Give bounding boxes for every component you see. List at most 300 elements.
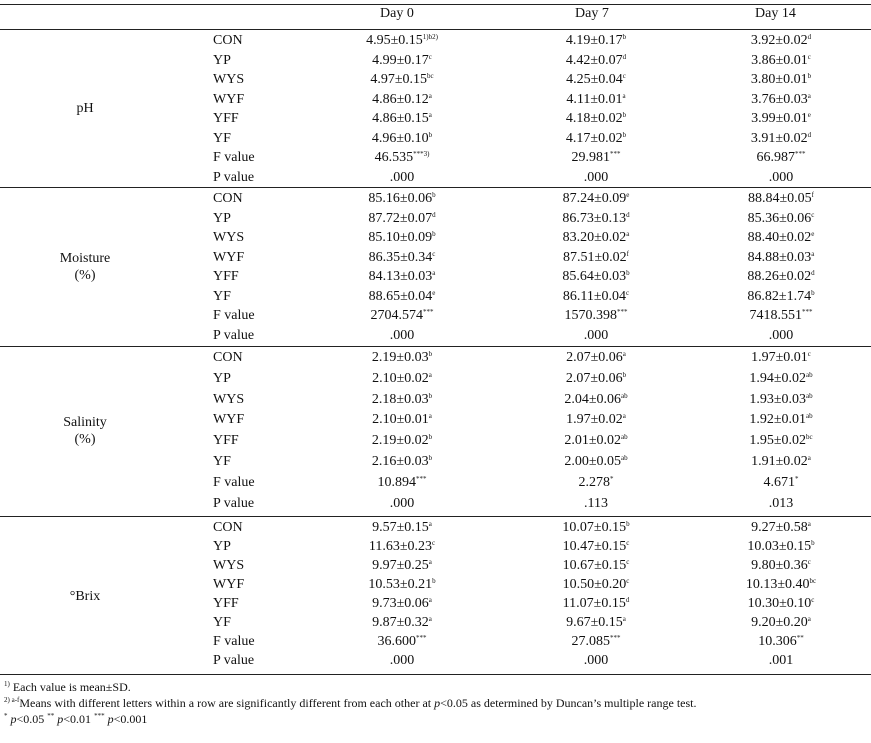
cell-d7 [521,72,671,88]
cell-d0 [327,150,477,166]
row-label: WYS [213,230,245,245]
cell-superscript: f [626,249,630,258]
cell-d7 [521,211,671,227]
cell-d14 [706,111,856,127]
cell-d7 [521,111,671,127]
cell-value: 2.10±0.02 [372,370,429,386]
cell-d14 [706,191,856,207]
footnote-1-text: Each value is mean±SD. [9,680,131,694]
group-divider-rule [0,346,871,347]
cell-d7 [521,392,671,408]
cell-value: 2.01±0.02 [564,433,622,449]
cell-d7 [521,269,671,285]
footnote-3 [4,711,696,727]
table-row [0,615,871,634]
cell-value: 66.987 [756,150,795,165]
cell-superscript: c [811,596,815,604]
cell-d0 [327,230,477,246]
header-rule [0,29,871,30]
cell-d14 [706,475,856,491]
cell-d14 [706,289,856,305]
cell-superscript: *** [416,474,427,483]
cell-d7 [521,634,671,650]
row-label: WYF [213,577,245,592]
row-label: YP [213,52,231,68]
cell-superscript: a [432,269,436,277]
cell-d14 [706,520,856,536]
cell-superscript: a [622,615,626,623]
cell-value: 87.72±0.07 [368,210,433,226]
cell-value: 4.96±0.10 [371,130,429,146]
cell-d0 [327,111,477,127]
cell-superscript: d [807,33,812,41]
cell-superscript: c [807,52,811,61]
cell-superscript: e [626,191,630,199]
cell-superscript: e [432,288,436,297]
row-label: CON [213,191,243,206]
footnote-2-p: p [434,696,441,710]
cell-d7 [521,371,671,387]
footnote-2 [4,695,696,711]
cell-d14 [706,392,856,408]
cell-value: 7418.551 [749,308,802,323]
header-day0: Day 0 [380,6,414,21]
cell-value: 3.76±0.03 [751,91,808,107]
cell-superscript: a [428,91,432,100]
cell-superscript: c [626,539,630,547]
cell-superscript: ab [806,391,813,400]
cell-value: 85.16±0.06 [368,191,433,206]
cell-superscript: c [622,72,626,80]
cell-superscript: b [428,454,433,462]
cell-value: 4.671 [763,474,795,490]
cell-d7 [521,350,671,366]
table-row [0,72,871,91]
cell-superscript: a [622,350,626,358]
table-row [0,433,871,452]
row-label: WYS [213,72,245,87]
cell-value: 1.97±0.02 [566,412,623,428]
cell-superscript: a [428,596,432,604]
row-label: F value [213,474,255,490]
cell-value: 4.86±0.12 [372,91,429,107]
cell-d7 [521,539,671,555]
cell-value: .000 [768,327,794,343]
row-label: WYF [213,249,245,265]
cell-value: 10.50±0.20 [562,577,627,592]
cell-d7 [521,308,671,324]
row-label: P value [213,495,255,511]
cell-d7 [521,496,671,512]
table-row [0,520,871,539]
cell-value: 4.86±0.15 [372,111,429,126]
table-row [0,53,871,72]
cell-value: .000 [583,327,609,343]
cell-value: 3.80±0.01 [750,72,808,87]
table-row [0,191,871,210]
cell-value: 85.64±0.03 [562,269,627,284]
cell-superscript: ab [621,454,628,462]
cell-d7 [521,191,671,207]
cell-d14 [706,371,856,387]
footnote-3-mark-1: * [4,712,8,720]
footnote-3-mark-2: ** [47,712,55,720]
cell-superscript: bc [806,433,813,442]
cell-d14 [706,454,856,470]
footnote-3-mark-3: *** [94,712,105,720]
cell-d0 [327,596,477,612]
footnotes [4,679,696,727]
cell-d7 [521,150,671,166]
row-label: WYF [213,412,245,428]
cell-d14 [706,412,856,428]
cell-value: 2.00±0.05 [564,454,622,469]
cell-d14 [706,53,856,69]
cell-d0 [327,33,477,49]
cell-value: .000 [583,653,609,668]
group-label-line1: °Brix [69,589,101,604]
cell-superscript: b [622,370,627,379]
cell-d0 [327,412,477,428]
cell-d14 [706,328,856,344]
cell-value: 4.11±0.01 [566,91,623,107]
cell-d7 [521,475,671,491]
cell-d14 [706,269,856,285]
cell-superscript: c [626,577,630,585]
cell-d0 [327,558,477,574]
cell-superscript: a [622,412,626,421]
row-label: YF [213,454,231,469]
row-label: CON [213,520,243,535]
table-row [0,634,871,653]
cell-d0 [327,250,477,266]
cell-d0 [327,539,477,555]
cell-superscript: ab [806,412,813,421]
cell-superscript: b [807,72,812,80]
cell-d7 [521,131,671,147]
cell-value: 10.306 [758,634,797,649]
cell-superscript: a [811,249,815,258]
cell-value: .000 [389,495,415,511]
cell-superscript: c [626,558,630,566]
cell-d7 [521,615,671,631]
cell-value: 1.95±0.02 [749,433,807,449]
cell-value: 3.92±0.02 [750,33,808,48]
cell-value: .000 [389,653,415,668]
table-row [0,577,871,596]
table-row [0,392,871,411]
cell-value: .113 [584,495,608,511]
table-row [0,558,871,577]
group-divider-rule [0,187,871,188]
table-row [0,539,871,558]
row-label: YF [213,615,231,630]
cell-value: 9.80±0.36 [751,558,808,573]
cell-superscript: *** [802,308,813,316]
table-row [0,454,871,473]
cell-d0 [327,72,477,88]
group-divider-rule [0,674,871,675]
cell-superscript: c [432,249,436,258]
cell-d7 [521,520,671,536]
cell-d0 [327,520,477,536]
cell-value: 84.13±0.03 [368,269,433,284]
cell-value: 83.20±0.02 [562,230,627,245]
row-label: YP [213,370,231,386]
cell-superscript: *** [416,634,427,642]
table-row [0,596,871,615]
cell-value: 9.67±0.15 [566,615,623,630]
cell-superscript: ***3) [413,150,430,158]
cell-superscript: c [807,350,811,358]
cell-value: 29.981 [571,150,610,165]
cell-d14 [706,230,856,246]
cell-superscript: b [432,577,436,585]
cell-superscript: a [807,520,811,528]
cell-value: 86.73±0.13 [562,210,627,226]
cell-superscript: d [432,210,436,219]
cell-d14 [706,653,856,669]
cell-superscript: e [807,111,811,119]
cell-superscript: a [428,111,432,119]
cell-value: 10.53±0.21 [368,577,433,592]
cell-d0 [327,308,477,324]
cell-superscript: c [428,52,432,61]
cell-superscript: b [811,288,815,297]
row-label: P value [213,653,255,668]
header-day7: Day 7 [575,6,609,21]
cell-superscript: b [622,33,627,41]
cell-value: 9.73±0.06 [372,596,429,611]
footnote-3-text-3: <0.001 [113,712,148,726]
row-label: F value [213,308,255,323]
cell-superscript: d [807,130,812,139]
cell-superscript: ab [621,433,628,442]
cell-d14 [706,250,856,266]
cell-value: .013 [768,495,794,511]
cell-value: .000 [389,169,415,185]
cell-d14 [706,211,856,227]
row-label: CON [213,350,243,365]
table-row [0,412,871,431]
cell-d0 [327,131,477,147]
cell-value: 9.27±0.58 [751,520,808,535]
cell-value: 3.86±0.01 [751,52,808,68]
cell-value: 27.085 [571,634,610,649]
cell-d7 [521,289,671,305]
footnote-3-text-2: <0.01 [63,712,95,726]
cell-d14 [706,539,856,555]
cell-superscript: a [428,520,432,528]
cell-d0 [327,289,477,305]
cell-value: .001 [768,653,794,668]
cell-d14 [706,350,856,366]
row-label: CON [213,33,243,48]
cell-superscript: b [622,111,627,119]
cell-value: 10.30±0.10 [747,596,812,611]
cell-superscript: b [432,230,436,238]
cell-d14 [706,92,856,108]
cell-value: 10.03±0.15 [747,539,812,554]
cell-value: 1.97±0.01 [751,350,808,365]
row-label: YFF [213,433,239,449]
cell-value: 86.11±0.04 [562,288,627,304]
cell-d0 [327,615,477,631]
table-row [0,328,871,347]
cell-d0 [327,53,477,69]
cell-d0 [327,653,477,669]
cell-superscript: a [622,91,626,100]
cell-superscript: a [428,370,432,379]
cell-value: 1.94±0.02 [749,370,807,386]
cell-d14 [706,170,856,186]
cell-superscript: c [626,288,630,297]
footnote-3-text-1: <0.05 [16,712,48,726]
cell-superscript: a [807,454,811,462]
group-label-line1: Moisture [59,251,111,266]
cell-superscript: c [811,210,815,219]
cell-d7 [521,92,671,108]
cell-value: .000 [768,169,794,185]
cell-value: 2.07±0.06 [565,370,623,386]
cell-value: 9.87±0.32 [372,615,429,630]
row-label: WYF [213,91,245,107]
table-row [0,211,871,230]
cell-value: 4.42±0.07 [565,52,623,68]
footnote-2-mark: 2) a-f [4,696,20,704]
cell-superscript: d [811,269,815,277]
row-label: YP [213,539,231,554]
cell-d0 [327,92,477,108]
cell-d14 [706,433,856,449]
cell-superscript: bc [427,72,434,80]
cell-value: 85.10±0.09 [368,230,433,245]
cell-d7 [521,33,671,49]
cell-value: 11.07±0.15 [562,596,626,611]
cell-value: 86.82±1.74 [747,288,812,304]
cell-value: 1.92±0.01 [749,412,807,428]
cell-d7 [521,328,671,344]
cell-value: 3.91±0.02 [750,130,808,146]
cell-superscript: b [428,130,433,139]
row-label: YF [213,288,231,304]
cell-value: 1.91±0.02 [751,454,808,469]
cell-value: 4.95±0.15 [366,33,423,48]
cell-superscript: ab [621,391,628,400]
cell-d14 [706,634,856,650]
cell-value: 88.65±0.04 [368,288,433,304]
cell-superscript: * [795,474,799,483]
cell-value: 2.16±0.03 [371,454,429,469]
table-row [0,308,871,327]
cell-superscript: * [610,474,614,483]
cell-value: 1570.398 [564,308,617,323]
footnote-1-mark: 1) [4,680,10,688]
cell-value: .000 [389,327,415,343]
cell-superscript: *** [423,308,434,316]
cell-d14 [706,496,856,512]
table-row [0,289,871,308]
cell-d0 [327,496,477,512]
cell-value: 87.24±0.09 [562,191,627,206]
cell-superscript: d [622,52,627,61]
cell-value: 2.278 [578,474,610,490]
cell-superscript: a [428,558,432,566]
table-row [0,371,871,390]
cell-superscript: a [807,91,811,100]
cell-superscript: c [807,558,811,566]
cell-superscript: d [626,210,630,219]
cell-superscript: c [432,539,436,547]
cell-superscript: ab [806,370,813,379]
cell-superscript: bc [809,577,817,585]
cell-d14 [706,150,856,166]
cell-value: 9.20±0.20 [751,615,808,630]
cell-superscript: b [626,520,630,528]
cell-d7 [521,230,671,246]
cell-d14 [706,615,856,631]
cell-value: 2.18±0.03 [371,391,429,407]
cell-d0 [327,371,477,387]
cell-d0 [327,328,477,344]
row-label: YP [213,210,231,226]
cell-superscript: a [428,615,432,623]
cell-value: 4.97±0.15 [370,72,428,87]
cell-d0 [327,350,477,366]
cell-superscript: b [622,130,627,139]
cell-superscript: b [626,269,630,277]
cell-value: 4.99±0.17 [372,52,429,68]
cell-value: 86.35±0.34 [368,249,433,265]
table-row [0,653,871,672]
cell-d14 [706,596,856,612]
cell-value: 1.93±0.03 [749,391,807,407]
cell-value: 2.10±0.01 [372,412,429,428]
cell-value: 10.07±0.15 [562,520,627,535]
row-label: WYS [213,391,245,407]
table-row [0,170,871,189]
footnote-2-text-b: <0.05 as determined by Duncan’s multiple range test. [440,696,697,710]
row-label: YFF [213,596,239,611]
cell-d0 [327,454,477,470]
table-row [0,150,871,169]
cell-value: 85.36±0.06 [747,210,812,226]
row-label: F value [213,634,255,649]
row-label: YF [213,130,231,146]
cell-superscript: ** [796,634,804,642]
table-row [0,33,871,52]
cell-superscript: a [626,230,630,238]
cell-d7 [521,596,671,612]
cell-d0 [327,475,477,491]
group-divider-rule [0,516,871,517]
cell-value: 88.26±0.02 [747,269,812,284]
cell-d0 [327,392,477,408]
cell-superscript: *** [610,150,621,158]
cell-d7 [521,170,671,186]
table-row [0,350,871,369]
header-day14: Day 14 [755,6,796,21]
cell-value: 2.07±0.06 [566,350,623,365]
table-row [0,496,871,515]
cell-d0 [327,191,477,207]
footnote-2-text-a: Means with different letters within a row are significantly different from each other at [19,696,435,710]
table-row [0,230,871,249]
cell-d0 [327,634,477,650]
cell-d7 [521,653,671,669]
cell-d7 [521,412,671,428]
cell-value: 9.57±0.15 [372,520,429,535]
